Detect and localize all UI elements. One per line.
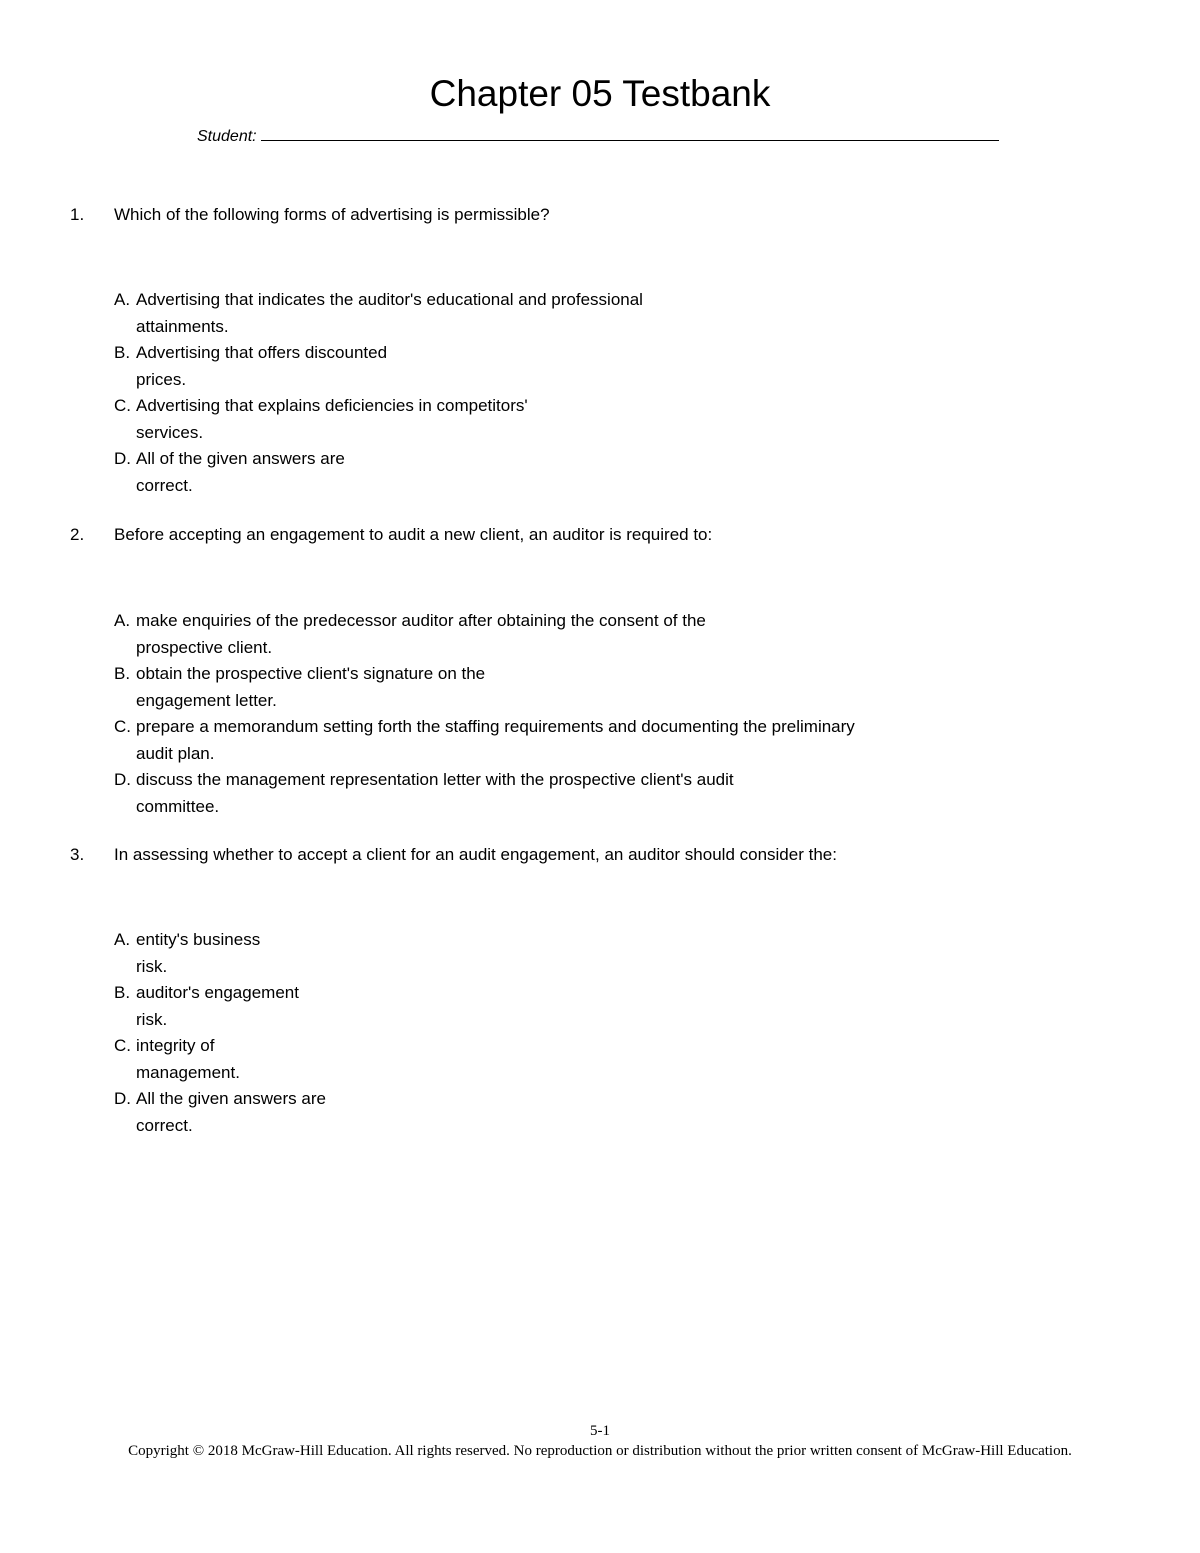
option-text-line: prepare a memorandum setting forth the staffing requirements and documenting the preliminary [136, 717, 855, 736]
question-1 [70, 202, 1130, 495]
question-3 [70, 842, 1130, 1135]
question-number: 3. [70, 845, 85, 864]
option-letter: A. [114, 290, 131, 309]
option-text-line: correct. [136, 475, 193, 495]
option-letter: D. [114, 770, 131, 789]
question-text: In assessing whether to accept a client for an audit engagement, an auditor should consider the: [114, 845, 837, 864]
option-text-line: Advertising that explains deficiencies in competitors' [136, 396, 528, 415]
answer-option-c [114, 1033, 1114, 1086]
option-text-line: risk. [136, 956, 168, 976]
copyright-notice: Copyright © 2018 McGraw-Hill Education. All rights reserved. No reproduction or distribution without the prior written consent of McGraw-Hill Education. [128, 1443, 1072, 1459]
option-text-line: integrity of [136, 1036, 215, 1055]
option-text-line: services. [136, 422, 204, 442]
answer-option-c [114, 393, 1114, 446]
option-text-line: Advertising that offers discounted [136, 343, 388, 362]
option-letter: C. [114, 396, 131, 415]
option-text-line: make enquiries of the predecessor auditor after obtaining the consent of the [136, 611, 706, 630]
option-letter: B. [114, 983, 131, 1002]
option-text-line: prices. [136, 369, 187, 389]
option-letter: C. [114, 717, 131, 736]
answer-option-b [114, 661, 1114, 714]
option-text-line: discuss the management representation letter with the prospective client's audit [136, 770, 734, 789]
option-text-line: obtain the prospective client's signature on the [136, 664, 486, 683]
option-letter: A. [114, 611, 131, 630]
answer-options [114, 608, 1114, 820]
page-number: 5-1 [590, 1423, 610, 1439]
question-stem [70, 522, 1130, 549]
answer-option-b [114, 340, 1114, 393]
question-number: 2. [70, 525, 85, 544]
question-number: 1. [70, 205, 85, 224]
option-letter: D. [114, 1089, 131, 1108]
question-stem [70, 842, 1130, 869]
question-text: Which of the following forms of advertising is permissible? [114, 205, 550, 224]
question-text: Before accepting an engagement to audit a new client, an auditor is required to: [114, 525, 713, 544]
option-text-line: risk. [136, 1009, 168, 1029]
answer-option-a [114, 927, 1114, 980]
option-text-line: All of the given answers are [136, 449, 345, 468]
question-2 [70, 522, 1130, 816]
answer-options [114, 287, 1114, 499]
option-text-line: entity's business [136, 930, 261, 949]
student-blank-line [261, 126, 999, 141]
student-label: Student: [197, 128, 257, 145]
option-text-line: All the given answers are [136, 1089, 326, 1108]
answer-option-c [114, 714, 1114, 767]
option-text-line: Advertising that indicates the auditor's educational and professional [136, 290, 643, 309]
answer-option-d [114, 767, 1114, 820]
student-name-field [197, 126, 999, 147]
option-text-line: audit plan. [136, 743, 215, 763]
answer-option-a [114, 287, 1114, 340]
question-stem [70, 202, 1130, 229]
option-text-line: management. [136, 1062, 240, 1082]
option-text-line: correct. [136, 1115, 193, 1135]
page-title: Chapter 05 Testbank [429, 73, 771, 114]
option-letter: D. [114, 449, 131, 468]
answer-option-b [114, 980, 1114, 1033]
option-letter: C. [114, 1036, 131, 1055]
option-text-line: attainments. [136, 316, 229, 336]
option-letter: B. [114, 664, 131, 683]
option-text-line: auditor's engagement [136, 983, 299, 1002]
answer-options [114, 927, 1114, 1139]
answer-option-a [114, 608, 1114, 661]
option-text-line: committee. [136, 796, 220, 816]
option-letter: B. [114, 343, 131, 362]
option-text-line: engagement letter. [136, 690, 277, 710]
answer-option-d [114, 446, 1114, 499]
option-letter: A. [114, 930, 131, 949]
answer-option-d [114, 1086, 1114, 1139]
option-text-line: prospective client. [136, 637, 273, 657]
